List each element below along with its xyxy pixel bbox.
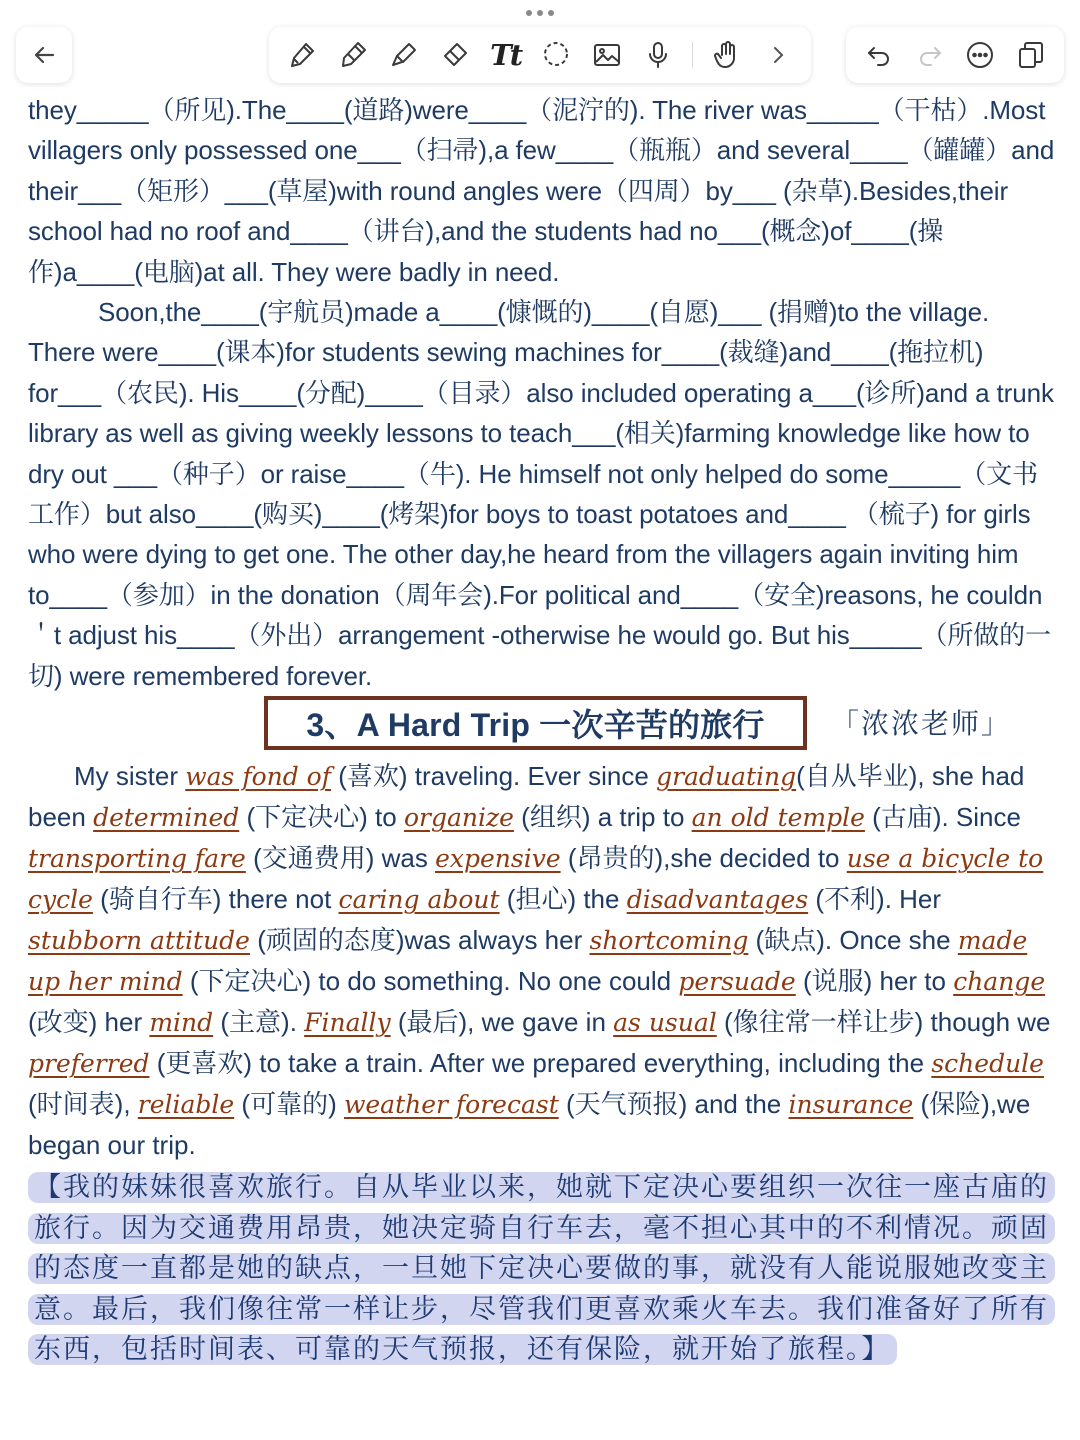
- passage-text: (骑自行车) there not: [92, 884, 339, 915]
- handwritten-answer: graduating: [656, 762, 797, 792]
- handwritten-answer: insurance: [788, 1090, 914, 1120]
- microphone-icon[interactable]: [641, 38, 675, 72]
- passage-text: (自从毕业), she had been: [28, 761, 1025, 833]
- translation-highlight: 【我的妹妹很喜欢旅行。自从毕业以来，她就下定决心要组织一次往一座古庙的旅行。因为交通费用昂贵，她决定骑自行车去，毫不担心其中的不利情况。顽固的态度一直都是她的缺点，一旦她下定决心要做的事，就没有人能说服她改变主意。最后，我们像往常一样让步，尽管我们更喜欢乘火车去。我们准备好了所有东西，包括时间表、可靠的天气预报，还有保险，就开始了旅程。】: [28, 1172, 1055, 1365]
- text-tool-icon[interactable]: Tt: [490, 38, 522, 72]
- passage-text: (说服) her to: [795, 966, 954, 997]
- chinese-translation: [28, 1168, 1058, 1371]
- chevron-right-icon[interactable]: [761, 38, 795, 72]
- handwritten-answer: preferred: [28, 1049, 150, 1079]
- passage-text: (组织) a trip to: [513, 802, 692, 833]
- drag-handle[interactable]: [526, 10, 554, 20]
- handwritten-answer: disadvantages: [626, 885, 809, 915]
- passage-text: (主意).: [213, 1007, 305, 1038]
- handwritten-answer: stubborn attitude: [28, 926, 250, 956]
- image-icon[interactable]: [590, 38, 624, 72]
- more-icon[interactable]: [963, 38, 997, 72]
- history-toolbar: [846, 27, 1064, 83]
- toolbar-divider: [692, 42, 693, 68]
- lasso-icon[interactable]: [539, 38, 573, 72]
- passage-text: (缺点). Once she: [748, 925, 958, 956]
- eraser-icon[interactable]: [438, 38, 472, 72]
- hard-trip-text: [28, 761, 1051, 1160]
- passage-text: (改变) her: [28, 1007, 150, 1038]
- handwritten-answer: was fond of: [185, 762, 331, 792]
- handwritten-answer: transporting fare: [28, 844, 246, 874]
- handwritten-answer: made up her mind: [28, 926, 1028, 997]
- undo-icon[interactable]: [862, 38, 896, 72]
- passage-text: (时间表),: [28, 1089, 138, 1120]
- passage-text: (交通费用) was: [245, 843, 436, 874]
- handwritten-answer: Finally: [304, 1008, 391, 1038]
- pen-icon[interactable]: [285, 38, 319, 72]
- handwritten-answer: an old temple: [691, 803, 865, 833]
- passage-text: (古庙). Since: [864, 802, 1021, 833]
- passage-text: (下定决心) to: [239, 802, 404, 833]
- passage-paragraph-2-text: Soon,the____(宇航员)made a____(慷慨的)____(自愿)___ (捐赠)to the village. There were____(课本)for students sewing machines for____(裁缝)and____(拖拉机) for___（农民). His____(分配)____（目录）also included operating a___(诊所)and a trunk library as well as giving weekly lessons to teach___(相关)farming knowledge like how to dry out ___（种子）or raise____（牛). He himself not only helped do some_____（文书工作）but also____(购买)____(烤架)for boys to toast potatoes and____ （梳子) for girls who were dying to get one. The other day,he heard from the villagers again inviting him to____（参加）in the donation（周年会).For political and____（安全)reasons, he couldn＇t adjust his____（外出）arrangement -otherwise he would go. But his_____（所做的一切) were remembered forever.: [28, 297, 1054, 691]
- teacher-signature: 「浓浓老师」: [831, 707, 1012, 741]
- pencil-icon[interactable]: [336, 38, 370, 72]
- section-header: [28, 692, 1058, 756]
- redo-icon[interactable]: [913, 38, 947, 72]
- highlighter-icon[interactable]: [387, 38, 421, 72]
- passage-text: (喜欢) traveling. Ever since: [330, 761, 657, 792]
- handwritten-answer: use a bicycle to cycle: [28, 844, 1044, 915]
- pages-icon[interactable]: [1014, 38, 1048, 72]
- hard-trip-paragraph: [28, 756, 1058, 1166]
- handwritten-answer: determined: [93, 803, 240, 833]
- section-title: 3、A Hard Trip 一次辛苦的旅行: [264, 696, 807, 750]
- handwritten-answer: shortcoming: [589, 926, 749, 956]
- handwritten-answer: persuade: [678, 967, 796, 997]
- back-toolbar: [16, 27, 72, 83]
- passage-text: My sister: [74, 761, 186, 792]
- passage-text: (保险),we began our trip.: [28, 1089, 1031, 1161]
- drawing-toolbar: [269, 27, 811, 83]
- passage-text: (最后), we gave in: [390, 1007, 614, 1038]
- note-page[interactable]: [28, 90, 1058, 1371]
- passage-text: (更喜欢) to take a train. After we prepared everything, including the: [149, 1048, 932, 1079]
- handwritten-answer: mind: [149, 1008, 214, 1038]
- passage-text: (天气预报) and the: [558, 1089, 789, 1120]
- passage-text: (不利). Her: [808, 884, 942, 915]
- hand-gesture-icon[interactable]: [710, 38, 744, 72]
- passage-text: (担心) the: [499, 884, 627, 915]
- back-arrow-icon[interactable]: [27, 38, 61, 72]
- handwritten-answer: schedule: [931, 1049, 1044, 1079]
- passage-text: (下定决心) to do something. No one could: [182, 966, 679, 997]
- passage-text: (顽固的态度)was always her: [249, 925, 590, 956]
- passage-text: (昂贵的),she decided to: [560, 843, 847, 874]
- passage-paragraph-1: they_____（所见).The____(道路)were____（泥泞的). The river was_____（干枯）.Most villagers only possessed one___（扫帚),a few____（瓶瓶）and several____（罐罐）and their___（矩形）___(草屋)with round angles were（四周）by___ (杂草).Besides,their school had no roof and____（讲台),and the students had no___(概念)of____(操作)a____(电脑)at all. They were badly in need.: [28, 95, 1055, 287]
- handwritten-answer: organize: [403, 803, 514, 833]
- handwritten-answer: weather forecast: [343, 1090, 559, 1120]
- handwritten-answer: as usual: [613, 1008, 717, 1038]
- passage-text: (可靠的): [234, 1089, 344, 1120]
- handwritten-answer: change: [953, 967, 1046, 997]
- handwritten-answer: caring about: [338, 885, 500, 915]
- handwritten-answer: reliable: [137, 1090, 235, 1120]
- handwritten-answer: expensive: [435, 844, 561, 874]
- passage-paragraph-2: [28, 292, 1058, 696]
- passage-text: (像往常一样让步) though we: [716, 1007, 1051, 1038]
